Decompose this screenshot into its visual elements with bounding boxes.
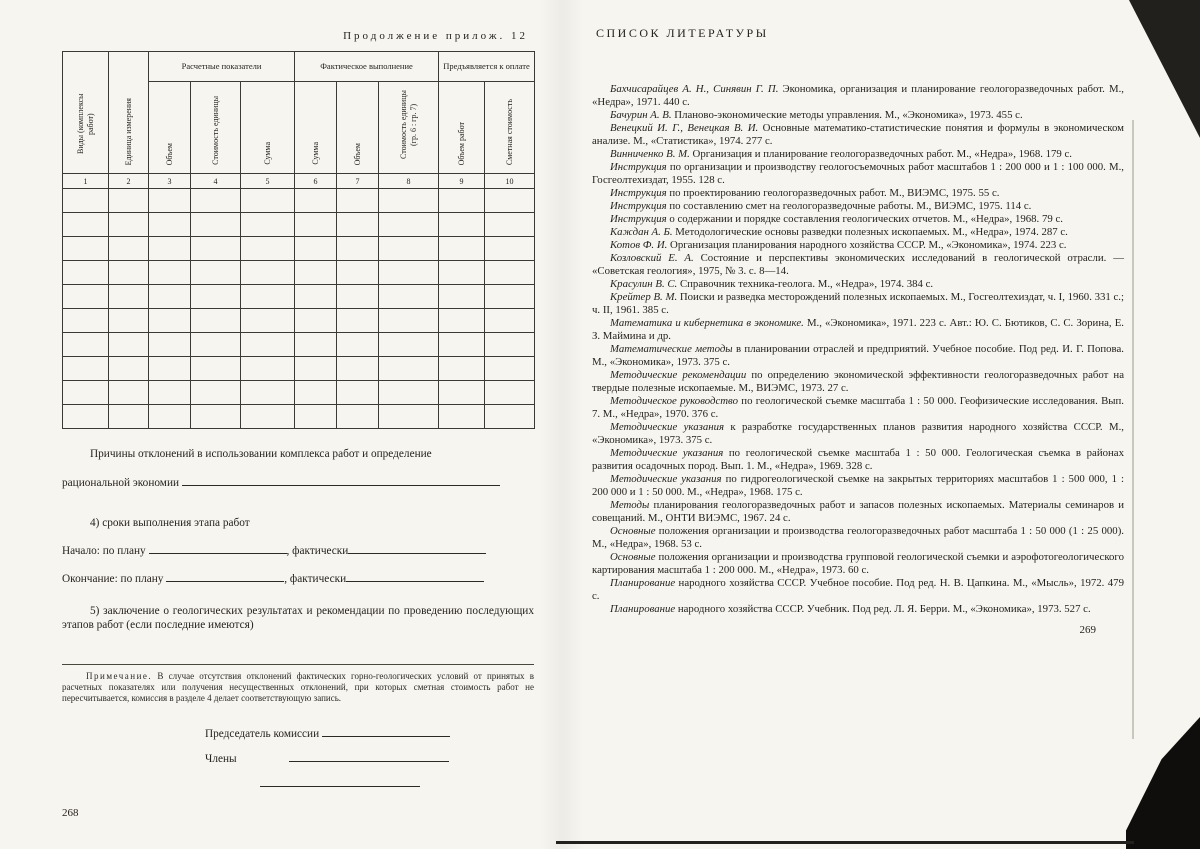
table-row [63,357,535,381]
bibliography-title: СПИСОК ЛИТЕРАТУРЫ [596,26,769,40]
table-empty-cell [63,309,109,333]
bib-entry-text: Справочник техника-геолога. М., «Недра», 1974. 384 с. [679,278,934,290]
table-empty-cell [241,381,295,405]
bib-entry-author: Красулин В. С. [610,278,680,290]
table-empty-cell [439,333,485,357]
bib-entry-author: Инструкция [610,213,670,225]
bib-entry-text: положения организации и производства геологоразведочных работ масштаба 1 : 50 000 (1 : 25 000). М., «Недра», 1968. 53 с. [592,525,1124,550]
chairman-signature-line: Председатель комиссии [205,726,534,741]
table-empty-cell [109,189,149,213]
blank-line [322,726,450,737]
members-signature-line-2 [260,776,534,791]
continuation-header: Продолжение прилож. 12 [343,30,528,42]
col-header-pay-volume: Объем работ [439,82,485,174]
table-empty-cell [109,357,149,381]
footnote-rule [62,664,534,665]
bib-entry-text: по определению экономической эффективности геологоразведочных работ на твердые полезные ископаемые. М., ВИЭМС, 1973. 27 с. [592,369,1124,394]
table-empty-cell [485,213,535,237]
col-number: 7 [337,174,379,189]
table-empty-cell [379,189,439,213]
table-row [63,285,535,309]
table-empty-cell [241,285,295,309]
table-empty-cell [337,213,379,237]
table-empty-cell [109,405,149,429]
bib-entry [592,187,1124,200]
table-empty-cell [295,261,337,285]
bib-entry-author: Крейтер В. М. [610,291,680,303]
bib-entry [592,473,1124,499]
bib-entry-text: о содержании и порядке составления геологических отчетов. М., «Недра», 1968. 79 с. [669,213,1063,225]
table-empty-cell [149,309,191,333]
bib-entry-text: народного хозяйства СССР. Учебное пособие. Под ред. Н. В. Цапкина. М., «Мысль», 1972. 479 с. [592,577,1124,602]
table-empty-cell [63,261,109,285]
table-empty-cell [63,405,109,429]
bib-entry-text: к разработке государственных планов развития народного хозяйства СССР. М., «Экономика», 1973. 375 с. [592,421,1124,446]
bib-entry-text: в планировании отраслей и предприятий. Учебное пособие. Под ред. И. Г. Попова. М., «Экономика», 1973. 375 с. [592,343,1124,368]
table-empty-cell [149,189,191,213]
bib-entry [592,148,1124,161]
scan-edge-bottom-right [1126,717,1200,849]
table-empty-cell [191,381,241,405]
table-empty-cell [149,237,191,261]
table-empty-cell [485,309,535,333]
bib-entry [592,213,1124,226]
table-body [63,189,535,429]
table-empty-cell [379,237,439,261]
table-empty-cell [191,405,241,429]
bib-entry-text: народного хозяйства СССР. Учебник. Под ред. Л. Я. Берри. М., «Экономика», 1973. 527 с. [677,603,1091,615]
bib-entry-author: Бачурин А. В. [610,109,675,121]
table-row [63,381,535,405]
table-empty-cell [379,285,439,309]
table-empty-cell [337,189,379,213]
col-number: 1 [63,174,109,189]
bib-entry-author: Методы [610,499,654,511]
bib-entry [592,122,1124,148]
paper-edge-line [1132,120,1134,739]
table-empty-cell [109,213,149,237]
bib-entry-author: Методические рекомендации [610,369,752,381]
blank-line [289,751,449,762]
bib-entry-author: Планирование [610,577,679,589]
right-page [592,26,1124,636]
bib-entry-text: Экономика, организация и планирование геологоразведочных работ. М., «Недра», 1971. 440 с. [592,83,1124,108]
table-empty-cell [295,285,337,309]
col-number: 9 [439,174,485,189]
table-empty-cell [337,381,379,405]
bib-entry [592,278,1124,291]
table-empty-cell [337,237,379,261]
col-header-act-unit-cost: Стоимость единицы (гр. 6 : гр. 7) [379,82,439,174]
table-empty-cell [379,261,439,285]
blank-line [149,543,287,554]
table-empty-cell [379,405,439,429]
bib-entry-text: по геологической съемке масштаба 1 : 50 000. Геологическая съемка в районах развития осадочных пород. Вып. 1. М., «Недра», 1969. 328 с. [592,447,1124,472]
col-number: 4 [191,174,241,189]
table-row [63,237,535,261]
col-header-calc-unit-cost: Стоимость единицы [191,82,241,174]
table-empty-cell [439,285,485,309]
bib-entry-author: Основные [610,551,659,563]
table-empty-cell [485,405,535,429]
table-empty-cell [241,333,295,357]
table-empty-cell [149,381,191,405]
col-number: 8 [379,174,439,189]
members-signature-line: Члены [205,751,534,766]
bib-entry-author: Каждан А. Б. [610,226,676,238]
table-row [63,405,535,429]
table-empty-cell [63,285,109,309]
bib-entry-author: Основные [610,525,659,537]
table-empty-cell [191,285,241,309]
table-empty-cell [337,261,379,285]
table-row [63,261,535,285]
table-row [63,309,535,333]
col-number: 10 [485,174,535,189]
table-empty-cell [337,405,379,429]
bib-entry-text: по составлению смет на геологоразведочные работы. М., ВИЭМС, 1975. 114 с. [669,200,1032,212]
blank-line [346,571,484,582]
table-empty-cell [337,285,379,309]
bib-entry [592,109,1124,122]
bib-entry-text: по гидрогеологической съемке на закрытых территориях масштабов 1 : 500 000, 1 : 200 000 и 1 : 50 000. М., «Недра», 1968. 175 с. [592,473,1124,498]
bib-entry-text: М., «Экономика», 1971. 223 с. Авт.: Ю. С. Бютиков, С. С. Зорина, Е. З. Маймина и др. [592,317,1124,342]
scan-edge-top-right [1126,0,1200,138]
table-empty-cell [149,285,191,309]
table-empty-cell [295,189,337,213]
bib-entry [592,577,1124,603]
group-header-calculated: Расчетные показатели [149,52,295,82]
table-empty-cell [191,357,241,381]
table-empty-cell [63,333,109,357]
table-empty-cell [337,309,379,333]
col-number: 5 [241,174,295,189]
table-empty-cell [439,213,485,237]
column-number-row [63,174,535,189]
table-empty-cell [191,213,241,237]
bib-entry-author: Козловский Е. А. [610,252,701,264]
table-empty-cell [191,309,241,333]
table-empty-cell [63,189,109,213]
blank-line [348,543,486,554]
group-header-actual: Фактическое выполнение [295,52,439,82]
bib-entry-text: Основные математико-статистические понятия и формулы в экономическом анализе. М., «Статистика», 1974. 277 с. [592,122,1124,147]
table-empty-cell [63,357,109,381]
bib-entry [592,252,1124,278]
bib-entry [592,395,1124,421]
table-row [63,213,535,237]
bib-entry [592,343,1124,369]
bib-entry-author: Методические указания [610,473,726,485]
table-empty-cell [149,357,191,381]
bib-entry-author: Котов Ф. И. [610,239,671,251]
table-empty-cell [109,237,149,261]
table-empty-cell [109,285,149,309]
col-number: 6 [295,174,337,189]
bib-entry [592,226,1124,239]
col-number: 2 [109,174,149,189]
note-label: Примечание. [86,671,153,681]
bib-entry [592,317,1124,343]
bib-entry [592,200,1124,213]
table-empty-cell [241,309,295,333]
table-empty-cell [295,213,337,237]
table-empty-cell [149,405,191,429]
col-number: 3 [149,174,191,189]
table-empty-cell [241,189,295,213]
bib-entry-text: по проектированию геологоразведочных работ. М., ВИЭМС, 1975. 55 с. [669,187,1000,199]
reasons-line-2: рациональной экономии [62,475,534,490]
table-empty-cell [191,333,241,357]
col-header-act-sum: Сумма [295,82,337,174]
bib-entry-author: Математические методы [610,343,736,355]
table-empty-cell [485,237,535,261]
table-empty-cell [439,405,485,429]
bib-entry [592,447,1124,473]
table-empty-cell [241,261,295,285]
table-empty-cell [379,333,439,357]
page-number-right: 269 [1079,624,1096,636]
table-empty-cell [191,261,241,285]
item-5: 5) заключение о геологических результатах и рекомендации по проведению последующих этапов работ (если последние имеются) [62,605,534,631]
group-header-payable: Предъявляется к оплате [439,52,535,82]
blank-line [166,571,284,582]
table-empty-cell [191,189,241,213]
col-header-calc-sum: Сумма [241,82,295,174]
bib-entry-author: Инструкция [610,161,670,173]
work-results-table [62,51,535,429]
bib-entry [592,525,1124,551]
table-empty-cell [149,213,191,237]
table-empty-cell [379,381,439,405]
bib-entry [592,369,1124,395]
table-empty-cell [295,381,337,405]
bib-entry-text: по геологической съемке масштаба 1 : 50 000. Геофизические исследования. Вып. 7. М., «Недра», 1970. 376 с. [592,395,1124,420]
table-empty-cell [439,189,485,213]
table-row [63,189,535,213]
table-empty-cell [241,357,295,381]
table-empty-cell [109,381,149,405]
bib-entry [592,603,1124,616]
table-empty-cell [485,261,535,285]
col-header-kinds: Виды (комплексы работ) [63,52,109,174]
page-gutter-shadow [540,0,584,849]
table-empty-cell [191,237,241,261]
bib-entry [592,291,1124,317]
bib-entry-author: Инструкция [610,187,670,199]
table-empty-cell [439,309,485,333]
reasons-line-1: Причины отклонений в использовании комплекса работ и определение [90,448,432,460]
table-empty-cell [241,237,295,261]
table-empty-cell [149,261,191,285]
table-empty-cell [439,261,485,285]
bib-entry-text: Организация планирования народного хозяйства СССР. М., «Экономика», 1974. 223 с. [670,239,1067,251]
table-empty-cell [295,357,337,381]
col-header-pay-cost: Сметная стоимость [485,82,535,174]
bib-entry-author: Методические указания [610,447,729,459]
table-empty-cell [485,357,535,381]
table-empty-cell [241,405,295,429]
start-dates-line: Начало: по плану , фактически [62,543,534,558]
table-empty-cell [63,213,109,237]
table-empty-cell [109,309,149,333]
table-empty-cell [485,381,535,405]
bib-entry [592,83,1124,109]
table-empty-cell [109,333,149,357]
bib-entry [592,161,1124,187]
table-row [63,333,535,357]
table-empty-cell [379,309,439,333]
bib-entry [592,499,1124,525]
table-empty-cell [439,237,485,261]
bib-entry-text: Состояние и перспективы экономических исследований в геологической отрасли. — «Советская геология», 1975, № 3. с. 8—14. [592,252,1124,277]
bib-entry-author: Винниченко В. М. [610,148,693,160]
end-dates-line: Окончание: по плану , фактически [62,571,534,586]
bib-entry-text: Методологические основы разведки полезных ископаемых. М., «Недра», 1974. 287 с. [675,226,1068,238]
item-4: 4) сроки выполнения этапа работ [90,517,250,529]
blank-line [260,776,420,787]
table-empty-cell [295,237,337,261]
bib-entry-author: Венецкий И. Г., Венецкая В. И. [610,122,763,134]
table-empty-cell [337,333,379,357]
reasons-paragraph [62,447,534,490]
table-empty-cell [485,189,535,213]
bib-entry-author: Методическое руководство [610,395,742,407]
bib-entry-author: Бахчисарайцев А. Н., Синявин Г. П. [610,83,783,95]
bib-entry [592,551,1124,577]
col-header-unit: Единица измерения [109,52,149,174]
bibliography-list [592,83,1124,616]
bib-entry [592,421,1124,447]
note-paragraph [62,671,534,704]
bib-entry-text: планирования геологоразведочных работ и запасов полезных ископаемых. Материалы семинаров и совещаний. М., ОНТИ ВИЭМС, 1967. 24 с. [592,499,1124,524]
table-empty-cell [149,333,191,357]
bib-entry [592,239,1124,252]
bib-entry-text: положения организации и производства групповой геологической съемки и аэрофотогеологического картирования масштаба 1 : 200 000. М., «Недра», 1973. 60 с. [592,551,1124,576]
left-page [62,30,534,819]
bib-entry-text: по организации и производству геологосъемочных работ масштабов 1 : 200 000 и 1 : 100 000. М., Госгеолтехиздат, 1955. 128 с. [592,161,1124,186]
bib-entry-author: Инструкция [610,200,670,212]
col-header-act-volume: Объем [337,82,379,174]
bib-entry-author: Математика и кибернетика в экономике. [610,317,807,329]
table-empty-cell [439,381,485,405]
table-empty-cell [337,357,379,381]
col-header-calc-volume: Объем [149,82,191,174]
bib-entry-text: Поиски и разведка месторождений полезных ископаемых. М., Госгеолтехиздат, ч. I, 1960. 331 с.; ч. II, 1961. 385 с. [592,291,1124,316]
bib-entry-author: Методические указания [610,421,731,433]
scan-edge-bottom-line [556,841,1134,844]
table-empty-cell [485,285,535,309]
page-number-left: 268 [62,807,79,819]
bib-entry-text: Планово-экономические методы управления. М., «Экономика», 1973. 455 с. [674,109,1023,121]
table-empty-cell [485,333,535,357]
table-empty-cell [63,381,109,405]
table-empty-cell [379,213,439,237]
table-empty-cell [241,213,295,237]
table-empty-cell [109,261,149,285]
table-empty-cell [295,405,337,429]
blank-line [182,475,500,486]
table-empty-cell [295,309,337,333]
table-empty-cell [295,333,337,357]
bib-entry-author: Планирование [610,603,678,615]
table-empty-cell [379,357,439,381]
table-empty-cell [439,357,485,381]
note-text: В случае отсутствия отклонений фактических горно-геологических условий от принятых в расчетных показателях или получения несущественных отклонений, при которых сметная стоимость работ не пересчитывается, комиссия в разделе 4 делает соответствующую запись. [62,671,534,703]
bib-entry-text: Организация и планирование геологоразведочных работ. М., «Недра», 1968. 179 с. [692,148,1073,160]
table-empty-cell [63,237,109,261]
